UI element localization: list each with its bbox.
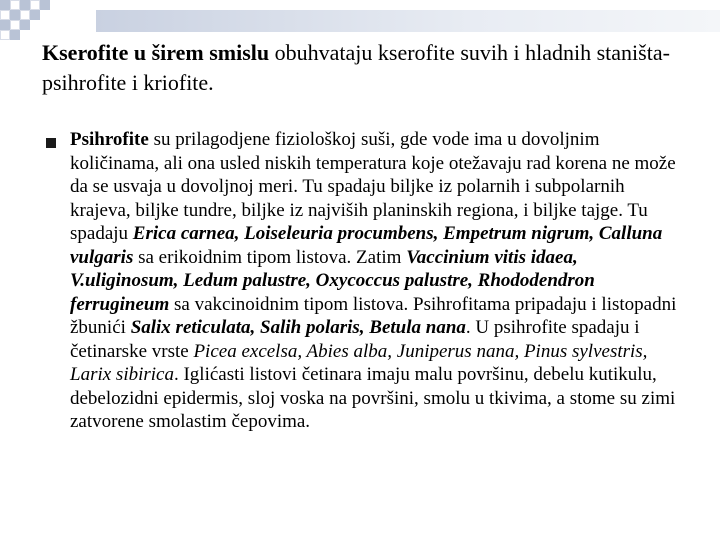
text-segment: sa vakcinoidnim tipom listova. Psihrofitama pripadaju i listopadni žbunići <box>70 293 677 338</box>
text-segment: . Iglićasti listovi četinara imaju malu površinu, debelu kutikulu, debelozidni epidermis, sloj voska na površini, smolu u tkivima, a stome su zimi zatvorene smolastim čepovima. <box>70 364 676 432</box>
decor-square <box>0 20 10 30</box>
species-names-italic: Picea excelsa, Abies alba, Juniperus nana, Pinus sylvestris, Larix sibirica <box>70 340 648 385</box>
emphasis <box>131 317 466 338</box>
decor-square <box>30 10 40 20</box>
decor-square <box>10 20 20 30</box>
heading-bold-term: Kserofite u širem smislu <box>42 40 270 65</box>
decor-square <box>0 10 10 20</box>
decorative-header-pattern <box>0 0 720 40</box>
decor-square <box>30 0 40 10</box>
species-names: Salix reticulata, Salih polaris, Betula nana <box>130 317 466 338</box>
decor-square <box>20 0 30 10</box>
decor-square <box>40 0 50 10</box>
text-segment: sa erikoidnim tipom listova. Zatim <box>133 246 407 268</box>
decor-square <box>10 10 20 20</box>
decor-square <box>0 0 10 10</box>
bullet-square-icon <box>46 138 56 148</box>
term-bold: Psihrofite <box>70 129 149 150</box>
bullet-text <box>70 128 680 434</box>
decor-square <box>20 10 30 20</box>
decor-square <box>10 0 20 10</box>
text-segment: su prilagodjene fiziološkoj suši, gde vode ima u dovoljnim količinama, ali ona usled niskih temperatura koje otežavaju rad korena ne može da se usvaja u dovoljnoj meri. Tu spadaju biljke iz polarnih i subpolarnih krajeva, biljke tundre, biljke iz najviših planinskih regiona, i biljke tajge. Tu spadaju <box>70 129 676 244</box>
decorative-title-bar <box>96 10 720 32</box>
species-names: Vaccinium vitis idaea, V.uliginosum, Ledum palustre, Oxycoccus palustre, Rhododendron ferrugineum <box>70 246 595 315</box>
species-names: Erica carnea, Loiseleuria procumbens, Empetrum nigrum, Calluna vulgaris <box>70 223 663 268</box>
decor-square <box>20 20 30 30</box>
slide-heading <box>42 38 682 98</box>
decor-square <box>0 30 10 40</box>
text-segment: . U psihrofite spadaju i četinarske vrste <box>70 317 640 362</box>
decor-square <box>10 30 20 40</box>
heading-rest: obuhvataju kserofite suvih i hladnih staništa- psihrofite i kriofite. <box>42 40 670 95</box>
